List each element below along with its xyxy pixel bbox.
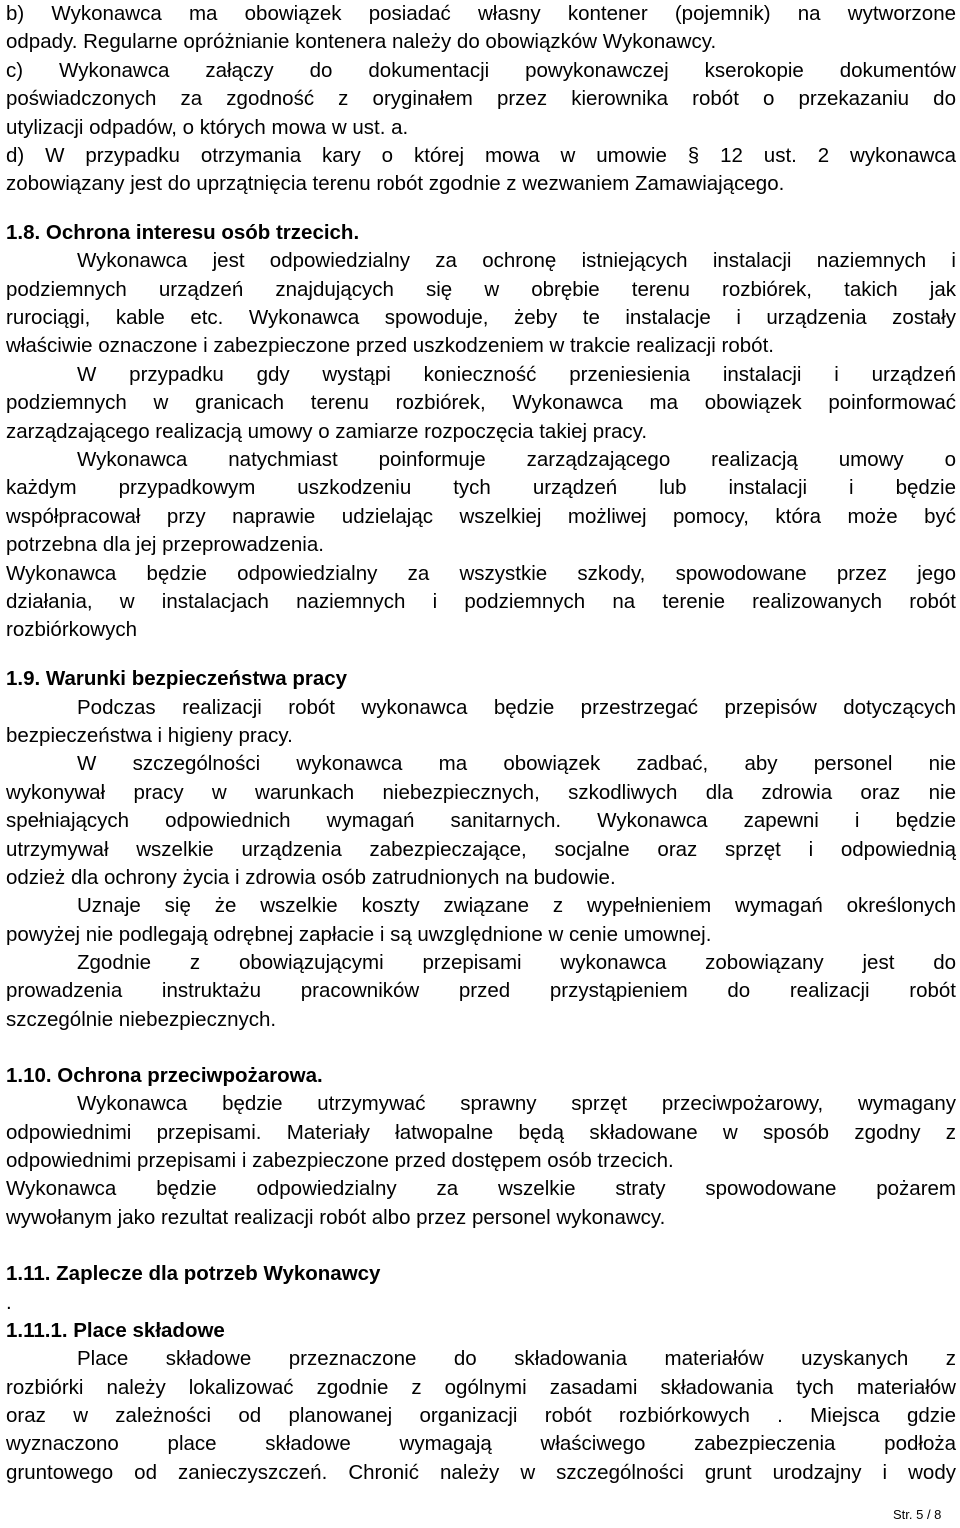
paragraph-line: oraz w zależności od planowanej organizacji robót rozbiórkowych . Miejsca gdzie: [6, 1404, 956, 1427]
paragraph-line: działania, w instalacjach naziemnych i podziemnych na terenie realizowanych robót: [6, 590, 956, 613]
paragraph-line: zarządzającego realizacją umowy o zamiarze rozpoczęcia takiej pracy.: [6, 420, 648, 443]
paragraph-line: b) Wykonawca ma obowiązek posiadać własny kontener (pojemnik) na wytworzone: [6, 2, 956, 25]
stray-period: .: [6, 1291, 12, 1314]
paragraph-line: W przypadku gdy wystąpi konieczność przeniesienia instalacji i urządzeń: [77, 363, 956, 386]
paragraph-line: Wykonawca jest odpowiedzialny za ochronę istniejących instalacji naziemnych i: [77, 249, 956, 272]
paragraph-line: powyżej nie podlegają odrębnej zapłacie i są uwzględnione w cenie umownej.: [6, 923, 712, 946]
paragraph-line: gruntowego od zanieczyszczeń. Chronić należy w szczególności grunt urodzajny i wody: [6, 1461, 956, 1484]
paragraph-line: utylizacji odpadów, o których mowa w ust. a.: [6, 116, 409, 139]
paragraph-line: zobowiązany jest do uprzątnięcia terenu robót zgodnie z wezwaniem Zamawiającego.: [6, 172, 785, 195]
paragraph-line: odzież dla ochrony życia i zdrowia osób zatrudnionych na budowie.: [6, 866, 616, 889]
paragraph-line: podziemnych urządzeń znajdujących się w obrębie terenu rozbiórek, takich jak: [6, 278, 956, 301]
paragraph-line: W szczególności wykonawca ma obowiązek zadbać, aby personel nie: [77, 752, 956, 775]
paragraph-line: poświadczonych za zgodność z oryginałem przez kierownika robót o przekazaniu do: [6, 87, 956, 110]
paragraph-line: Place składowe przeznaczone do składowania materiałów uzyskanych z: [77, 1347, 956, 1370]
paragraph-line: d) W przypadku otrzymania kary o której mowa w umowie § 12 ust. 2 wykonawca: [6, 144, 956, 167]
paragraph-line: wywołanym jako rezultat realizacji robót albo przez personel wykonawcy.: [6, 1206, 666, 1229]
paragraph-line: Wykonawca natychmiast poinformuje zarządzającego realizacją umowy o: [77, 448, 956, 471]
paragraph-line: spełniających odpowiednich wymagań sanitarnych. Wykonawca zapewni i będzie: [6, 809, 956, 832]
paragraph-line: właściwie oznaczone i zabezpieczone przed uszkodzeniem w trakcie realizacji robót.: [6, 334, 774, 357]
paragraph-line: utrzymywał wszelkie urządzenia zabezpieczające, socjalne oraz sprzęt i odpowiednią: [6, 838, 956, 861]
paragraph-line: Wykonawca będzie odpowiedzialny za wszystkie szkody, spowodowane przez jego: [6, 562, 956, 585]
paragraph-line: c) Wykonawca załączy do dokumentacji powykonawczej kserokopie dokumentów: [6, 59, 956, 82]
paragraph-line: odpady. Regularne opróżnianie kontenera należy do obowiązków Wykonawcy.: [6, 30, 717, 53]
paragraph-line: odpowiednimi przepisami i zabezpieczone przed dostępem osób trzecich.: [6, 1149, 674, 1172]
paragraph-line: każdym przypadkowym uszkodzeniu tych urządzeń lub instalacji i będzie: [6, 476, 956, 499]
paragraph-line: Uznaje się że wszelkie koszty związane z wypełnieniem wymagań określonych: [77, 894, 956, 917]
paragraph-line: wyznaczono place składowe wymagają właściwego zabezpieczenia podłoża: [6, 1432, 956, 1455]
section-heading: 1.10. Ochrona przeciwpożarowa.: [6, 1064, 323, 1087]
paragraph-line: Wykonawca będzie utrzymywać sprawny sprzęt przeciwpożarowy, wymagany: [77, 1092, 956, 1115]
paragraph-line: prowadzenia instruktażu pracowników przed przystąpieniem do realizacji robót: [6, 979, 956, 1002]
paragraph-line: odpowiednimi przepisami. Materiały łatwopalne będą składowane w sposób zgodny z: [6, 1121, 956, 1144]
paragraph-line: wykonywał pracy w warunkach niebezpiecznych, szkodliwych dla zdrowia oraz nie: [6, 781, 956, 804]
section-heading: 1.11. Zaplecze dla potrzeb Wykonawcy: [6, 1262, 381, 1285]
paragraph-line: bezpieczeństwa i higieny pracy.: [6, 724, 293, 747]
paragraph-line: potrzebna dla jej przeprowadzenia.: [6, 533, 324, 556]
page-number: Str. 5 / 8: [893, 1507, 942, 1522]
paragraph-line: rozbiórki należy lokalizować zgodnie z ogólnymi zasadami składowania tych materiałów: [6, 1376, 956, 1399]
paragraph-line: podziemnych w granicach terenu rozbiórek, Wykonawca ma obowiązek poinformować: [6, 391, 956, 414]
paragraph-line: Podczas realizacji robót wykonawca będzie przestrzegać przepisów dotyczących: [77, 696, 956, 719]
paragraph-line: Zgodnie z obowiązującymi przepisami wykonawca zobowiązany jest do: [77, 951, 956, 974]
paragraph-line: Wykonawca będzie odpowiedzialny za wszelkie straty spowodowane pożarem: [6, 1177, 956, 1200]
paragraph-line: szczególnie niebezpiecznych.: [6, 1008, 277, 1031]
subsection-heading: 1.11.1. Place składowe: [6, 1319, 225, 1342]
paragraph-line: rozbiórkowych: [6, 618, 138, 641]
paragraph-line: współpracował przy naprawie udzielając wszelkiej możliwej pomocy, która może być: [6, 505, 956, 528]
paragraph-line: rurociągi, kable etc. Wykonawca spowoduje, żeby te instalacje i urządzenia zostały: [6, 306, 956, 329]
section-heading: 1.9. Warunki bezpieczeństwa pracy: [6, 667, 348, 690]
section-heading: 1.8. Ochrona interesu osób trzecich.: [6, 221, 360, 244]
